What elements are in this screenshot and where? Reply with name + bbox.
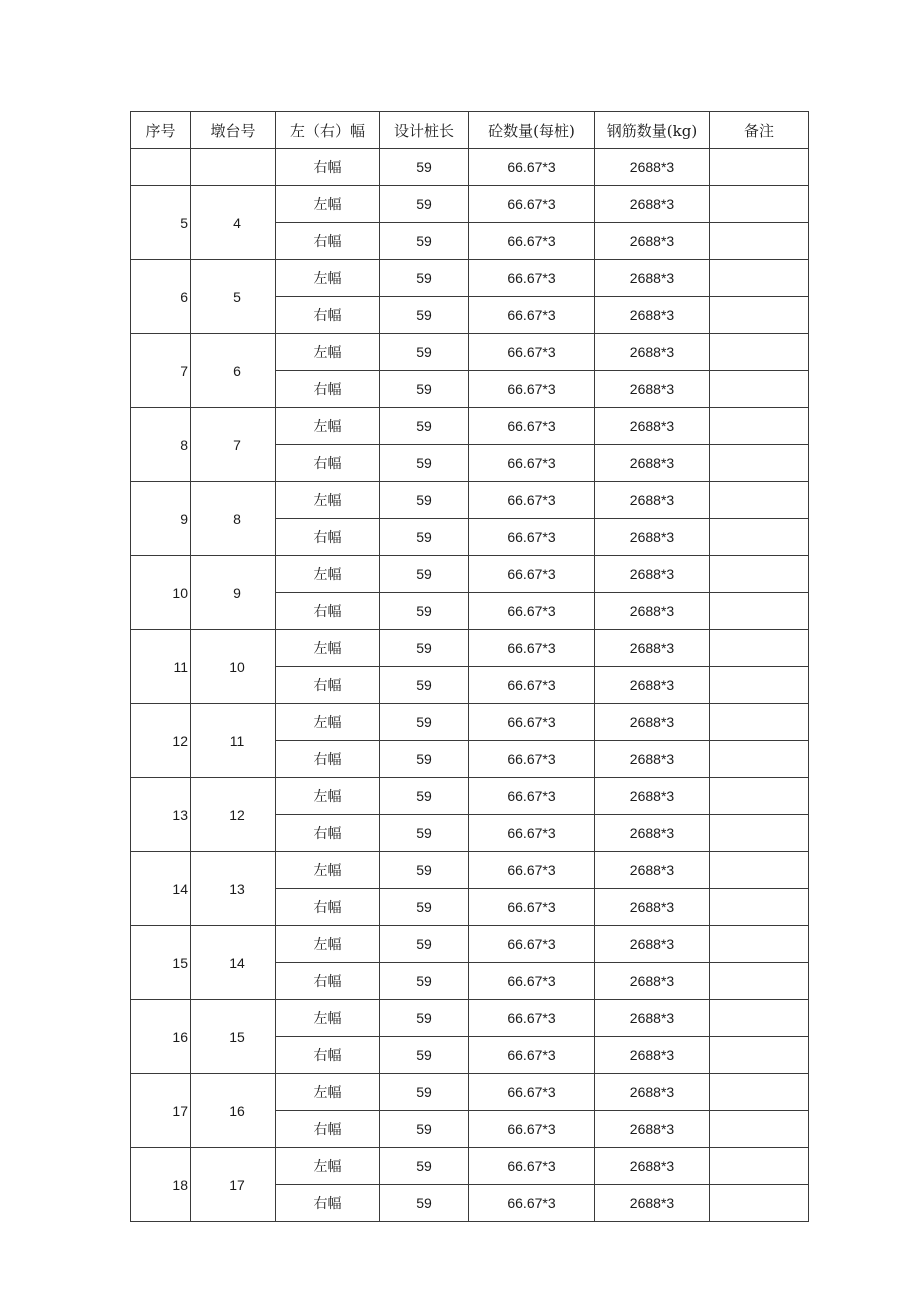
note-cell	[710, 1037, 809, 1074]
note-cell	[710, 593, 809, 630]
side-cell: 右幅	[276, 297, 380, 334]
concrete-cell: 66.67*3	[469, 815, 595, 852]
table-row	[131, 186, 809, 223]
rebar-cell: 2688*3	[595, 408, 710, 445]
table-row	[131, 1074, 809, 1111]
rebar-cell: 2688*3	[595, 704, 710, 741]
pier-cell: 11	[191, 704, 276, 778]
pier-cell	[191, 149, 276, 186]
rebar-cell: 2688*3	[595, 297, 710, 334]
concrete-cell: 66.67*3	[469, 593, 595, 630]
note-cell	[710, 926, 809, 963]
concrete-cell: 66.67*3	[469, 223, 595, 260]
rebar-cell: 2688*3	[595, 926, 710, 963]
pier-cell: 12	[191, 778, 276, 852]
rebar-cell: 2688*3	[595, 186, 710, 223]
side-cell: 右幅	[276, 593, 380, 630]
note-cell	[710, 889, 809, 926]
rebar-cell: 2688*3	[595, 334, 710, 371]
side-cell: 右幅	[276, 371, 380, 408]
length-cell: 59	[380, 963, 469, 1000]
table-row	[131, 630, 809, 667]
concrete-cell: 66.67*3	[469, 926, 595, 963]
concrete-cell: 66.67*3	[469, 260, 595, 297]
side-cell: 左幅	[276, 556, 380, 593]
pier-cell: 15	[191, 1000, 276, 1074]
length-cell: 59	[380, 1111, 469, 1148]
pier-cell: 16	[191, 1074, 276, 1148]
rebar-cell: 2688*3	[595, 630, 710, 667]
side-cell: 右幅	[276, 223, 380, 260]
rebar-cell: 2688*3	[595, 371, 710, 408]
length-cell: 59	[380, 149, 469, 186]
side-cell: 右幅	[276, 815, 380, 852]
seq-cell: 11	[131, 630, 191, 704]
pier-cell: 5	[191, 260, 276, 334]
side-cell: 右幅	[276, 1037, 380, 1074]
note-cell	[710, 297, 809, 334]
pier-cell: 13	[191, 852, 276, 926]
concrete-cell: 66.67*3	[469, 556, 595, 593]
concrete-cell: 66.67*3	[469, 704, 595, 741]
note-cell	[710, 963, 809, 1000]
side-cell: 右幅	[276, 445, 380, 482]
length-cell: 59	[380, 297, 469, 334]
side-cell: 右幅	[276, 741, 380, 778]
note-cell	[710, 445, 809, 482]
note-cell	[710, 482, 809, 519]
length-cell: 59	[380, 1000, 469, 1037]
pier-cell: 8	[191, 482, 276, 556]
concrete-cell: 66.67*3	[469, 334, 595, 371]
length-cell: 59	[380, 556, 469, 593]
note-cell	[710, 408, 809, 445]
table-row	[131, 926, 809, 963]
concrete-cell: 66.67*3	[469, 519, 595, 556]
note-cell	[710, 778, 809, 815]
rebar-cell: 2688*3	[595, 1185, 710, 1222]
seq-cell: 8	[131, 408, 191, 482]
note-cell	[710, 667, 809, 704]
table-row	[131, 482, 809, 519]
concrete-cell: 66.67*3	[469, 408, 595, 445]
note-cell	[710, 556, 809, 593]
seq-cell: 16	[131, 1000, 191, 1074]
note-cell	[710, 260, 809, 297]
seq-cell: 12	[131, 704, 191, 778]
length-cell: 59	[380, 519, 469, 556]
length-cell: 59	[380, 445, 469, 482]
concrete-cell: 66.67*3	[469, 1148, 595, 1185]
header-note: 备注	[710, 112, 809, 149]
pier-cell: 7	[191, 408, 276, 482]
length-cell: 59	[380, 223, 469, 260]
header-seq: 序号	[131, 112, 191, 149]
length-cell: 59	[380, 1148, 469, 1185]
side-cell: 右幅	[276, 1185, 380, 1222]
header-pier: 墩台号	[191, 112, 276, 149]
header-row	[131, 112, 809, 149]
length-cell: 59	[380, 778, 469, 815]
length-cell: 59	[380, 334, 469, 371]
concrete-cell: 66.67*3	[469, 852, 595, 889]
length-cell: 59	[380, 260, 469, 297]
length-cell: 59	[380, 926, 469, 963]
rebar-cell: 2688*3	[595, 1148, 710, 1185]
concrete-cell: 66.67*3	[469, 778, 595, 815]
pier-cell: 10	[191, 630, 276, 704]
side-cell: 右幅	[276, 667, 380, 704]
concrete-cell: 66.67*3	[469, 741, 595, 778]
table-row	[131, 852, 809, 889]
note-cell	[710, 1074, 809, 1111]
concrete-cell: 66.67*3	[469, 1111, 595, 1148]
rebar-cell: 2688*3	[595, 741, 710, 778]
table-row	[131, 408, 809, 445]
rebar-cell: 2688*3	[595, 815, 710, 852]
seq-cell: 15	[131, 926, 191, 1000]
note-cell	[710, 1000, 809, 1037]
length-cell: 59	[380, 889, 469, 926]
rebar-cell: 2688*3	[595, 1111, 710, 1148]
rebar-cell: 2688*3	[595, 889, 710, 926]
concrete-cell: 66.67*3	[469, 482, 595, 519]
rebar-cell: 2688*3	[595, 1074, 710, 1111]
rebar-cell: 2688*3	[595, 445, 710, 482]
concrete-cell: 66.67*3	[469, 1074, 595, 1111]
note-cell	[710, 630, 809, 667]
rebar-cell: 2688*3	[595, 963, 710, 1000]
table-row	[131, 260, 809, 297]
length-cell: 59	[380, 1185, 469, 1222]
table-row	[131, 334, 809, 371]
seq-cell: 6	[131, 260, 191, 334]
note-cell	[710, 1111, 809, 1148]
note-cell	[710, 852, 809, 889]
table-row	[131, 556, 809, 593]
side-cell: 左幅	[276, 1148, 380, 1185]
pier-cell: 14	[191, 926, 276, 1000]
table-row	[131, 1000, 809, 1037]
concrete-cell: 66.67*3	[469, 963, 595, 1000]
rebar-cell: 2688*3	[595, 593, 710, 630]
note-cell	[710, 519, 809, 556]
length-cell: 59	[380, 1037, 469, 1074]
rebar-cell: 2688*3	[595, 556, 710, 593]
concrete-cell: 66.67*3	[469, 371, 595, 408]
rebar-cell: 2688*3	[595, 667, 710, 704]
rebar-cell: 2688*3	[595, 1037, 710, 1074]
side-cell: 左幅	[276, 926, 380, 963]
rebar-cell: 2688*3	[595, 223, 710, 260]
header-side: 左（右）幅	[276, 112, 380, 149]
side-cell: 右幅	[276, 1111, 380, 1148]
pier-cell: 6	[191, 334, 276, 408]
concrete-cell: 66.67*3	[469, 149, 595, 186]
side-cell: 左幅	[276, 260, 380, 297]
side-cell: 左幅	[276, 704, 380, 741]
length-cell: 59	[380, 815, 469, 852]
concrete-cell: 66.67*3	[469, 1037, 595, 1074]
concrete-cell: 66.67*3	[469, 1185, 595, 1222]
seq-cell	[131, 149, 191, 186]
length-cell: 59	[380, 667, 469, 704]
note-cell	[710, 186, 809, 223]
table-row	[131, 704, 809, 741]
seq-cell: 5	[131, 186, 191, 260]
side-cell: 左幅	[276, 852, 380, 889]
note-cell	[710, 1148, 809, 1185]
side-cell: 左幅	[276, 334, 380, 371]
concrete-cell: 66.67*3	[469, 445, 595, 482]
concrete-cell: 66.67*3	[469, 630, 595, 667]
header-rebar: 钢筋数量(kg)	[595, 112, 710, 149]
note-cell	[710, 371, 809, 408]
note-cell	[710, 815, 809, 852]
seq-cell: 17	[131, 1074, 191, 1148]
length-cell: 59	[380, 482, 469, 519]
rebar-cell: 2688*3	[595, 149, 710, 186]
note-cell	[710, 334, 809, 371]
header-design-length: 设计桩长	[380, 112, 469, 149]
side-cell: 左幅	[276, 630, 380, 667]
rebar-cell: 2688*3	[595, 519, 710, 556]
length-cell: 59	[380, 593, 469, 630]
note-cell	[710, 149, 809, 186]
length-cell: 59	[380, 741, 469, 778]
seq-cell: 13	[131, 778, 191, 852]
seq-cell: 10	[131, 556, 191, 630]
rebar-cell: 2688*3	[595, 1000, 710, 1037]
concrete-cell: 66.67*3	[469, 667, 595, 704]
concrete-cell: 66.67*3	[469, 186, 595, 223]
note-cell	[710, 741, 809, 778]
pier-cell: 4	[191, 186, 276, 260]
length-cell: 59	[380, 704, 469, 741]
pile-quantity-table	[130, 111, 809, 1222]
length-cell: 59	[380, 852, 469, 889]
rebar-cell: 2688*3	[595, 852, 710, 889]
note-cell	[710, 704, 809, 741]
seq-cell: 9	[131, 482, 191, 556]
rebar-cell: 2688*3	[595, 260, 710, 297]
side-cell: 左幅	[276, 408, 380, 445]
rebar-cell: 2688*3	[595, 778, 710, 815]
seq-cell: 14	[131, 852, 191, 926]
side-cell: 右幅	[276, 519, 380, 556]
side-cell: 左幅	[276, 482, 380, 519]
length-cell: 59	[380, 408, 469, 445]
concrete-cell: 66.67*3	[469, 1000, 595, 1037]
length-cell: 59	[380, 186, 469, 223]
header-concrete: 砼数量(每桩)	[469, 112, 595, 149]
seq-cell: 18	[131, 1148, 191, 1222]
pier-cell: 17	[191, 1148, 276, 1222]
note-cell	[710, 1185, 809, 1222]
length-cell: 59	[380, 1074, 469, 1111]
pier-cell: 9	[191, 556, 276, 630]
table-row	[131, 778, 809, 815]
table-row	[131, 149, 809, 186]
rebar-cell: 2688*3	[595, 482, 710, 519]
side-cell: 左幅	[276, 186, 380, 223]
length-cell: 59	[380, 371, 469, 408]
concrete-cell: 66.67*3	[469, 297, 595, 334]
seq-cell: 7	[131, 334, 191, 408]
note-cell	[710, 223, 809, 260]
length-cell: 59	[380, 630, 469, 667]
table-row	[131, 1148, 809, 1185]
side-cell: 左幅	[276, 1000, 380, 1037]
side-cell: 左幅	[276, 1074, 380, 1111]
side-cell: 右幅	[276, 963, 380, 1000]
concrete-cell: 66.67*3	[469, 889, 595, 926]
side-cell: 左幅	[276, 778, 380, 815]
side-cell: 右幅	[276, 149, 380, 186]
side-cell: 右幅	[276, 889, 380, 926]
